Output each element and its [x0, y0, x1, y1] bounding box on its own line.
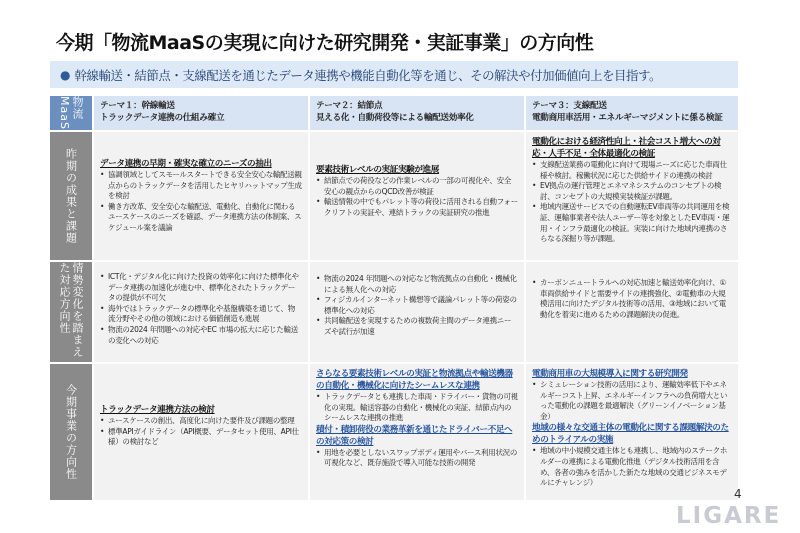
list-item: • トラックデータとも連携した車両・ドライバー・貨物の可視化の実現。輸送容器の自動化・機械化の実証、結節点内のシームレスな連携の推進 [316, 392, 518, 424]
summary-banner [50, 61, 738, 88]
row-label: 今期事業の方向性 [64, 384, 78, 480]
list-item: • ユースケースの創出、高度化に向けた要件及び課題の整理 [100, 416, 302, 427]
list-item: • 共同輸配送を実現するための複数荷主間のデータ連携ニーズや試行が加速 [316, 316, 518, 337]
theme2-subtitle: 見える化・自動荷役等による輸配送効率化 [316, 113, 474, 123]
row-header-this-term [50, 364, 92, 500]
bullet-list [100, 272, 302, 346]
row-header-previous-results [50, 132, 92, 260]
cell-heading-2: 地域の様々な交通主体の電動化に関する課題解決のためのトライアルの実施 [532, 423, 729, 446]
bullet-list [316, 176, 518, 218]
bullet-list [532, 160, 732, 245]
theme2-title: テーマ２：結節点 [316, 101, 383, 111]
cell-heading-2: 積付・積卸荷役の業務革新を通じたドライバー不足への対応策の検討 [316, 424, 513, 447]
bullet-list [100, 416, 302, 448]
theme1-title: テーマ１：幹線輸送 [100, 101, 175, 111]
corner-label-cell [50, 96, 92, 130]
cell-r3-theme3 [526, 364, 738, 500]
cell-heading: さらなる要素技術レベルの実証と物流拠点や輸送機器の自動化・機械化に向けたシームレスな連携 [316, 369, 513, 391]
cell-r3-theme1 [94, 364, 308, 500]
list-item: • 物流の2024 年問題への対応やEC 市場の拡大に応じた輸送の変化への対応 [100, 325, 302, 346]
list-item: • フィジカルインターネット構想等で議論パレット等の荷姿の標準化への対応 [316, 295, 518, 316]
cell-heading: 電動化における経済性向上・社会コスト増大への対応・人手不足・全体最適化の検証 [532, 137, 721, 159]
list-item: • 協調領域としてスモールスタートできる安全安心な輸配送観点からのトラックデータを活用したヒヤリハットマップ生成を検討 [100, 170, 302, 202]
list-item: • 物流の2024 年問題への対応など物流拠点の自動化・機械化による無人化への対応 [316, 274, 518, 295]
cell-r1-theme3 [526, 132, 738, 260]
list-item: • シミュレーション技術の活用により、運輸効率低下やエネルギーコスト上昇、エネルギーインフラへの負荷増大といった電動化の課題を最適解決（グリーンイノベーション基金） [532, 380, 732, 422]
list-item: • カーボンニュートラルへの対応加速と輸送効率化向け、①車両供給サイドと需要サイドの連携強化、②電動車の大規模活用に向けたデジタル技術等の活用、③地域において電動化を着実に進めるための課題解決の促進。 [532, 278, 732, 320]
cell-r2-theme1 [94, 262, 308, 362]
bullet-list-2 [316, 448, 518, 469]
banner-bullet: ● [60, 67, 71, 82]
theme3-subtitle: 電動商用車活用・エネルギーマジメントに係る検証 [532, 113, 723, 123]
cell-r2-theme3 [526, 262, 738, 362]
bullet-list [532, 380, 732, 422]
list-item: • 標準APIガイドライン（API概要、データセット使用、API仕様）の検討など [100, 427, 302, 448]
bullet-list [316, 392, 518, 424]
list-item: • ICT化・デジタル化に向けた投資の効率化に向けた標準化やデータ連携の加速化が進む中、標準化されたトラックデータの提供が不可欠 [100, 272, 302, 304]
banner-text: 幹線輸送・結節点・支線配送を通じたデータ連携や機能自動化等を通じ、その解決や付加価値向上を目指す。 [74, 67, 662, 83]
theme3-title: テーマ３：支線配送 [532, 101, 607, 111]
list-item: • 地域の中小規模交通主体とも連携し、地域内のステークホルダーの連携による電動化推進（デジタル技術活用を含め、各者の強みを活かした新たな地域の交通ビジネスモデルにチャレンジ） [532, 446, 732, 488]
column-header-theme3 [526, 96, 738, 130]
list-item: • 輸送情報の中でもパレット等の荷役に活用される自動フォークリフトの実証や、連結トラックの実証研究の推進 [316, 197, 518, 218]
cell-r2-theme2 [310, 262, 524, 362]
list-item: • 結節点での荷役などの作業レベルの一部の可視化や、安全安心の観点からのQCD改善が検証 [316, 176, 518, 197]
bullet-list [316, 274, 518, 338]
corner-label: 物流MaaS [58, 96, 84, 130]
list-item: • 地域内運送サービスでの自動運転EV車両等の共同運用を検証、運輸事業者や法人ユーザー等を対象としたEV車両・運用・インフラ最適化の検証。実装に向けた地域内連携のさらなる深掘り等が課題。 [532, 202, 732, 244]
bullet-list [532, 278, 732, 320]
cell-heading: 要素技術レベルの実証実験が進展 [316, 165, 439, 175]
page-number: 4 [734, 487, 742, 501]
bullet-list-2 [532, 446, 732, 488]
row-header-situation-change [50, 262, 92, 362]
cell-r3-theme2 [310, 364, 524, 500]
list-item: • 海外ではトラックデータの標準化や基盤構築を通じて、物流分野やその他の領域における価値創造も進展 [100, 304, 302, 325]
list-item: • 用地を必要としないスワップボディ運用やバース利用状況の可視化など、既存施設で導入可能な技術の開発 [316, 448, 518, 469]
row-label: 情勢変化を踏まえた対応方向性 [58, 262, 84, 358]
bullet-list [100, 170, 302, 234]
column-header-theme2 [310, 96, 524, 130]
list-item: • 働き方改革、安全安心な輸配送、電動化、自動化に関わるユースケースのニーズを確認、データ連携方法の体制案、スケジュール案を議論 [100, 202, 302, 234]
list-item: • EV拠点の運行管理とエネマネシステムのコンセプトの検討、コンセプトの大規模実装検証が課題。 [532, 181, 732, 202]
row-label: 昨期の成果と課題 [64, 148, 78, 244]
list-item: • 支線配送業務の電動化に向けて現場ニーズに応じた車両仕様や検討。稼働状況に応じた供給サイドの連携の検討 [532, 160, 732, 181]
cell-heading: 電動商用車の大規模導入に関する研究開発 [532, 369, 688, 379]
cell-heading: データ連携の早期・確実な確立のニーズの抽出 [100, 159, 272, 169]
cell-r1-theme1 [94, 132, 308, 260]
cell-r1-theme2 [310, 132, 524, 260]
page-title: 今期「物流MaaSの実現に向けた研究開発・実証事業」の方向性 [56, 32, 594, 54]
watermark-logo: LIGARE [676, 503, 782, 529]
theme1-subtitle: トラックデータ連携の仕組み確立 [100, 113, 225, 123]
cell-heading: トラックデータ連携方法の検討 [100, 405, 215, 415]
column-header-theme1 [94, 96, 308, 130]
